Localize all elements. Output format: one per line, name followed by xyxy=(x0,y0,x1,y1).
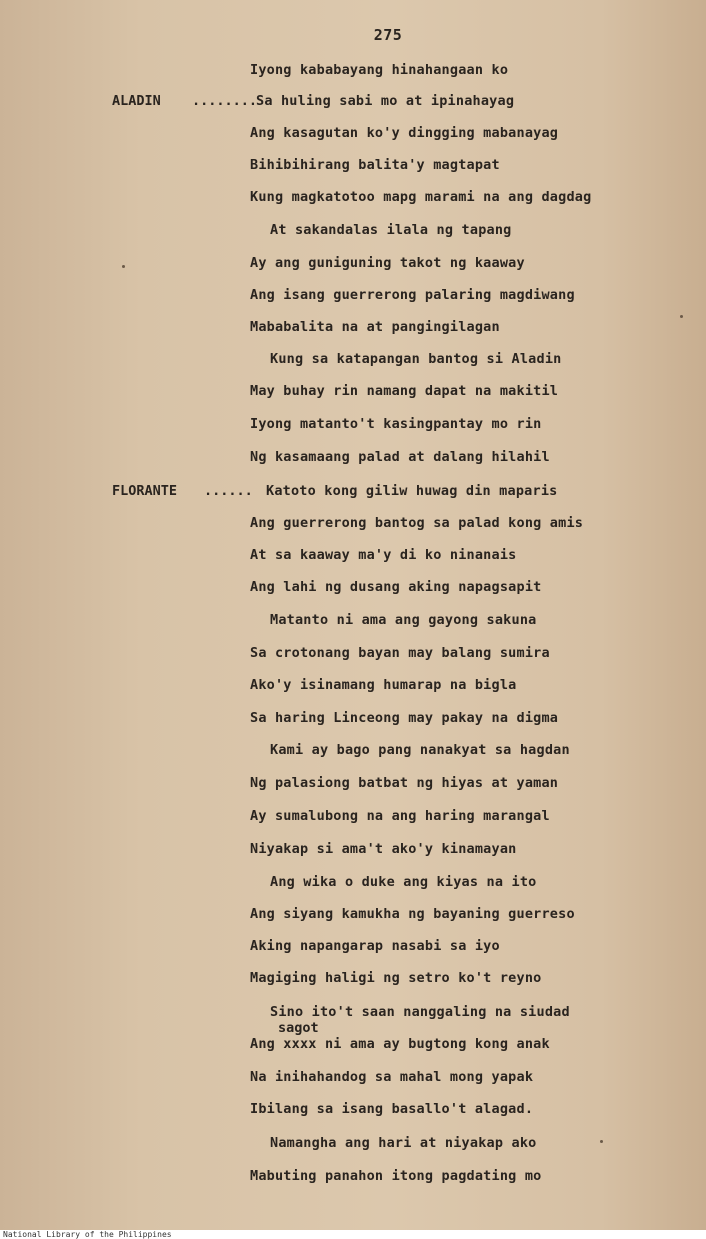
verse-line: Magiging haligi ng setro ko't reyno xyxy=(250,970,542,986)
verse-line: Iyong matanto't kasingpantay mo rin xyxy=(250,416,542,432)
verse-line: Mababalita na at pangingilagan xyxy=(250,319,500,335)
verse-line: Ay ang guniguning takot ng kaaway xyxy=(250,255,525,271)
verse-line: Na inihahandog sa mahal mong yapak xyxy=(250,1069,534,1085)
speaker-aladin: ALADIN xyxy=(112,93,161,109)
verse-line: Matanto ni ama ang gayong sakuna xyxy=(270,612,537,628)
verse-line: Ibilang sa isang basallo't alagad. xyxy=(250,1101,534,1117)
verse-line: Sa huling sabi mo at ipinahayag xyxy=(256,93,515,109)
overtyped-correction: sagot xyxy=(278,1020,319,1036)
verse-line: Ako'y isinamang humarap na bigla xyxy=(250,677,517,693)
page-number: 275 xyxy=(373,26,403,44)
verse-line: Ang lahi ng dusang aking napagsapit xyxy=(250,579,542,595)
verse-line: Katoto kong giliw huwag din maparis xyxy=(266,483,558,499)
verse-line: Kung sa katapangan bantog si Aladin xyxy=(270,351,562,367)
verse-line: Bihibihirang balita'y magtapat xyxy=(250,157,500,173)
verse-line: May buhay rin namang dapat na makitil xyxy=(250,383,559,399)
verse-line: Ang guerrerong bantog sa palad kong amis xyxy=(250,515,584,531)
paper-speck xyxy=(680,315,683,318)
verse-line: Ang kasagutan ko'y dingging mabanayag xyxy=(250,125,559,141)
paper-speck xyxy=(122,265,125,268)
verse-line: Iyong kababayang hinahangaan ko xyxy=(250,62,509,78)
verse-line: Ang siyang kamukha ng bayaning guerreso xyxy=(250,906,575,922)
verse-line: Aking napangarap nasabi sa iyo xyxy=(250,938,500,954)
verse-line: Ang xxxx ni ama ay bugtong kong anak xyxy=(250,1036,550,1052)
verse-line: Sino ito't saan nanggaling na siudad xyxy=(270,1004,570,1020)
verse-line: At sakandalas ilala ng tapang xyxy=(270,222,512,238)
verse-line: Ang isang guerrerong palaring magdiwang xyxy=(250,287,575,303)
verse-line: Kami ay bago pang nanakyat sa hagdan xyxy=(270,742,570,758)
verse-line: At sa kaaway ma'y di ko ninanais xyxy=(250,547,517,563)
verse-line: Ng kasamaang palad at dalang hilahil xyxy=(250,449,550,465)
speaker-aladin-leader: ........ xyxy=(192,93,258,109)
verse-line: Niyakap si ama't ako'y kinamayan xyxy=(250,841,517,857)
speaker-florante: FLORANTE xyxy=(112,483,178,499)
verse-line: Ng palasiong batbat ng hiyas at yaman xyxy=(250,775,559,791)
verse-line: Kung magkatotoo mapg marami na ang dagdag xyxy=(250,189,592,205)
verse-line: Sa crotonang bayan may balang sumira xyxy=(250,645,550,661)
paper-speck xyxy=(600,1140,603,1143)
verse-line: Sa haring Linceong may pakay na digma xyxy=(250,710,559,726)
verse-line: Ang wika o duke ang kiyas na ito xyxy=(270,874,537,890)
verse-line: Ay sumalubong na ang haring marangal xyxy=(250,808,550,824)
verse-line: Mabuting panahon itong pagdating mo xyxy=(250,1168,542,1184)
footer-credit: National Library of the Philippines xyxy=(3,1230,172,1239)
verse-line: Namangha ang hari at niyakap ako xyxy=(270,1135,537,1151)
speaker-florante-leader: ...... xyxy=(204,483,253,499)
